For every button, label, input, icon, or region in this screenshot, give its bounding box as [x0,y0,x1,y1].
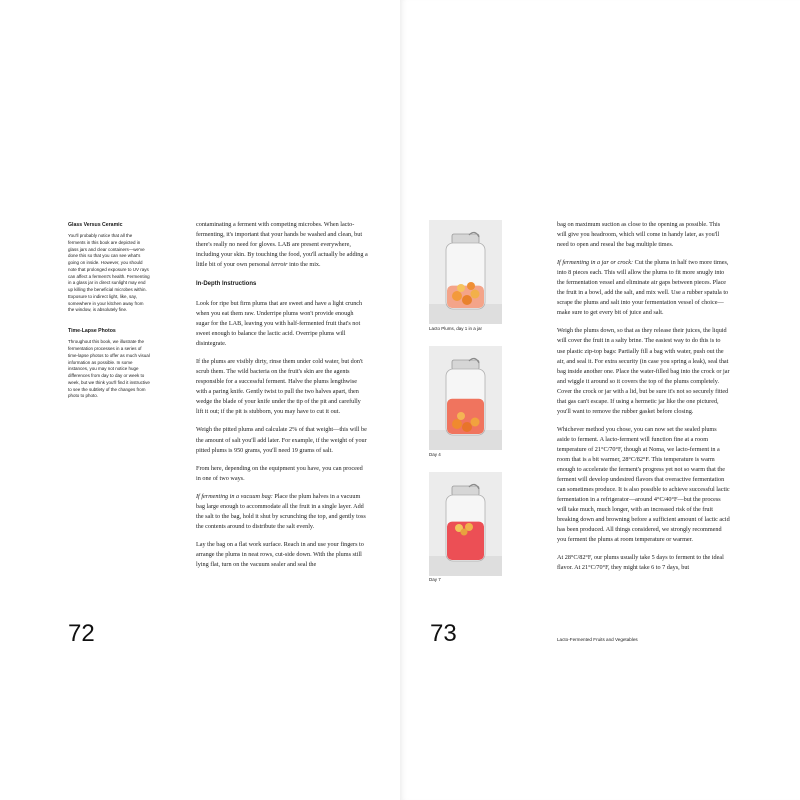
sidebar-heading: Glass Versus Ceramic [68,222,123,228]
text-run: Cut the plums in half two more times, into 8 pieces each. This will allow the plums to fit more snugly into the fermentation vessel and eliminate air gaps between pieces. Place the fruit in a bowl, add the salt, and mix well. Use a rubber spatula to scrape the plums and salt into your fermentation vessel of choice—make sure to get every bit of juice and salt. [557,259,729,317]
page-number: 72 [68,620,95,647]
emphasis: If fermenting in a vacuum bag: [196,492,273,500]
text-run: Place the plum halves in a vacuum bag large enough to accommodate all the fruit in a single layer. Add the salt to the bag, hold it shut by scrunching the top, and gently toss the contents around to distribute the salt evenly. [196,492,366,530]
running-footer: Lacto-Fermented Fruits and Vegetables [557,637,638,642]
photo-caption: Day 7 [429,577,441,582]
sidebar-block-timelapse [68,328,150,400]
photo-caption: Lacto Plums, day 1 in a jar [429,326,483,331]
paragraph [557,258,730,318]
text-run: contaminating a ferment with competing microbes. When lacto-fermenting, it's important that your hands be washed and clean, but there's really no need for gloves. LAB are present everywhere, including your skin. By touching the food, you'll actually be adding a little bit of your own personal [196,221,368,269]
emphasis: terroir [271,261,288,269]
sidebar [68,222,150,414]
paragraph: Lay the bag on a flat work surface. Reach in and use your fingers to arrange the plums in neat rows, cut-side down. With the plums still lying flat, turn on the vacuum sealer and seal the [196,540,364,568]
paragraph [196,492,368,532]
jar-photo-day4 [429,346,502,450]
jar-photo-day1 [429,220,502,324]
paragraph: Weigh the pitted plums and calculate 2% of that weight—this will be the amount of salt you'll add later. For example, if the weight of your pitted plums is 950 grams, you'll need 19 grams of salt. [196,426,367,454]
sidebar-heading: Time-Lapse Photos [68,328,116,335]
sidebar-text: Throughout this book, we illustrate the fermentation processes in a series of time-lapse photos to offer as much visual information as possible. In some instances, you may not notice huge differences from day to day or week to week, but we think you'll find it instructive to see the subtlety of the changes from photo to photo. [68,339,150,399]
right-body-column [557,220,730,582]
left-body-column [196,220,368,578]
jar-icon [429,346,502,450]
jar-icon [429,472,502,576]
paragraph: bag on maximum suction as close to the opening as possible. This will give you headroom, which will come in handy later, as you'll need to open and reseal the bag multiple times. [557,221,721,249]
sidebar-text: You'll probably notice that all the ferments in this book are depicted in glass jars and clear containers—we've done this so that you can see what's going on inside. However, you should note that prolonged exposure to UV rays can affect a ferment's health. Fermenting in a glass jar in direct sunlight may end up killing the beneficial microbes within. Exposure to indirect light, like, say, somewhere in your kitchen away from the window, is absolutely fine. [68,233,150,313]
paragraph: Weigh the plums down, so that as they release their juices, the liquid will cover the fruit in a salty brine. The easiest way to do this is to use plastic zip-top bags: Partially fill a bag with water, push out the air, and seal it. For extra security (in case you spring a leak), seal that bag inside another one. Place the water-filled bag into the crock or jar and wiggle it around so it covers the top of the plums completely. Cover the crock or jar with a lid, but be sure it's not so securely fitted that gas can't escape. If using a hermetic jar like the one pictured, you'll want to remove the rubber gasket before closing. [557,327,730,415]
paragraph: Whichever method you chose, you can now set the sealed plums aside to ferment. A lacto-ferment will function fine at a room temperature of 21°C/70°F, though at Noma, we lacto-ferment in a room that is a bit warmer, 28°C/82°F. This temperature is warm enough to accelerate the ferment's progress yet not so warm that the ferment will develop undesired flavors that overactive fermentation can sometimes produce. It is also possible to achieve successful lactic fermentation in a refrigerator—around 4°C/40°F—but the process will take much, much longer, with an increased risk of the fruit breaking down and browning before a sufficient amount of lactic acid has been produced. All things considered, we strongly recommend you ferment the plums at room temperature or warmer. [557,425,730,544]
photo-caption: Day 4 [429,452,441,457]
paragraph: At 28°C/82°F, our plums usually take 5 days to ferment to the ideal flavor. At 21°C/70°F, they might take 6 to 7 days, but [557,554,724,572]
section-heading: In-Depth Instructions [196,281,257,288]
page-number: 73 [430,620,457,647]
emphasis: If fermenting in a jar or crock: [557,259,634,267]
paragraph: From here, depending on the equipment you have, you can proceed in one of two ways. [196,464,363,482]
text-run: into the mix. [287,261,321,269]
jar-icon [429,220,502,324]
sidebar-block-glass [68,222,150,314]
paragraph [196,220,368,270]
jar-photo-day7 [429,472,502,576]
paragraph: If the plums are visibly dirty, rinse them under cold water, but don't scrub them. The wild bacteria on the fruit's skin are the agents responsible for a successful ferment. Halve the plums lengthwise with a paring knife. Gently twist to pull the two halves apart, then wedge the blade of your knife under the tip of the pit and carefully lift it out; if the pit is stubborn, you may have to cut it out. [196,358,363,416]
paragraph: Look for ripe but firm plums that are sweet and have a light crunch when you eat them raw. Underripe plums won't provide enough sugar for the LAB, leaving you with half-fermented fruit that's not sweet enough to balance the lactic acid. Overripe plums will disintegrate. [196,299,363,348]
